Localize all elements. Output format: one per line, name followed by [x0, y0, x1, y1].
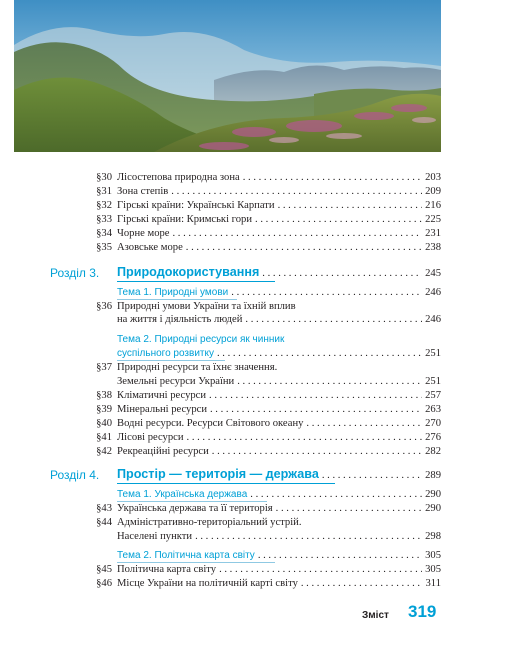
entry-title: Водні ресурси. Ресурси Світового океану [117, 418, 304, 429]
entry-page: 270 [425, 418, 441, 429]
topic-page: 290 [425, 489, 441, 500]
topic-heading[interactable] [117, 488, 441, 501]
entry-title: Мінеральні ресурси [117, 404, 207, 415]
entry-page: 231 [425, 228, 441, 239]
toc-entry[interactable] [117, 502, 441, 515]
entry-page: 246 [425, 314, 441, 325]
entry-page: 298 [425, 531, 441, 542]
entry-number: §33 [96, 214, 112, 225]
entry-title-line2: на життя і діяльність людей [117, 314, 243, 325]
entry-title-line1: Природні ресурси та їхнє значення. [117, 362, 278, 373]
entry-page: 203 [425, 172, 441, 183]
dot-leader [262, 266, 422, 281]
section-heading[interactable] [117, 467, 441, 483]
section-underline [117, 483, 335, 484]
entry-number: §41 [96, 432, 112, 443]
entry-number: §37 [96, 362, 112, 373]
topic-heading[interactable] [117, 549, 441, 562]
dot-leader [217, 347, 422, 360]
entry-page: 263 [425, 404, 441, 415]
topic-heading[interactable] [117, 347, 441, 360]
dot-leader [186, 241, 422, 254]
entry-title: Лісові ресурси [117, 432, 184, 443]
entry-page: 209 [425, 186, 441, 197]
toc-entry[interactable] [117, 171, 441, 184]
dot-leader [187, 431, 423, 444]
entry-title: Місце України на політичній карті світу [117, 578, 298, 589]
dot-leader [171, 185, 422, 198]
dot-leader [245, 313, 422, 326]
topic-heading[interactable] [117, 286, 441, 299]
toc-entry[interactable] [117, 185, 441, 198]
entry-title: Лісостепова природна зона [117, 172, 240, 183]
toc-entry[interactable] [117, 199, 441, 212]
dot-leader [322, 468, 422, 483]
dot-leader [237, 375, 422, 388]
dot-leader [212, 445, 422, 458]
entry-number: §35 [96, 242, 112, 253]
entry-page: 257 [425, 390, 441, 401]
toc-entry[interactable] [117, 403, 441, 416]
entry-number: §42 [96, 446, 112, 457]
entry-title: Українська держава та її територія [117, 503, 273, 514]
entry-number: §32 [96, 200, 112, 211]
toc-entry[interactable] [117, 389, 441, 402]
topic-title-line1: Тема 2. Природні ресурси як чинник [117, 334, 285, 345]
entry-title: Чорне море [117, 228, 170, 239]
entry-title-line1: Природні умови України та їхній вплив [117, 301, 296, 312]
toc-entry[interactable] [117, 313, 441, 326]
entry-title-line2: Земельні ресурси України [117, 376, 235, 387]
entry-number: §30 [96, 172, 112, 183]
dot-leader [306, 417, 422, 430]
entry-page: 311 [425, 578, 441, 589]
toc-entry[interactable] [117, 227, 441, 240]
toc-entry[interactable] [117, 241, 441, 254]
entry-title: Зона степів [117, 186, 169, 197]
entry-number: §40 [96, 418, 112, 429]
section-title: Простір — територія — держава [117, 467, 319, 481]
entry-page: 276 [425, 432, 441, 443]
section-label: Розділ 3. [50, 266, 100, 280]
section-title: Природокористування [117, 265, 260, 279]
toc-entry[interactable] [117, 375, 441, 388]
dot-leader [210, 403, 422, 416]
dot-leader [301, 577, 423, 590]
entry-title: Рекреаційні ресурси [117, 446, 209, 457]
section-page: 245 [425, 268, 441, 279]
dot-leader [219, 563, 422, 576]
dot-leader [278, 199, 423, 212]
entry-page: 305 [425, 564, 441, 575]
entry-title: Кліматичні ресурси [117, 390, 207, 401]
toc-entry[interactable] [117, 563, 441, 576]
dot-leader [231, 286, 422, 299]
entry-page: 290 [425, 503, 441, 514]
topic-title: Тема 1. Природні умови [117, 287, 229, 298]
page-number: 319 [408, 602, 437, 621]
entry-number: §43 [96, 503, 112, 514]
entry-number: §36 [96, 301, 112, 312]
footer-label: Зміст [362, 610, 389, 621]
topic-page: 246 [425, 287, 441, 298]
entry-page: 251 [425, 376, 441, 387]
entry-number: §44 [96, 517, 112, 528]
entry-page: 238 [425, 242, 441, 253]
dot-leader [209, 389, 422, 402]
toc-entry[interactable] [117, 213, 441, 226]
dot-leader [173, 227, 423, 240]
toc-entry[interactable] [117, 577, 441, 590]
entry-number: §31 [96, 186, 112, 197]
dot-leader [250, 488, 422, 501]
dot-leader [276, 502, 422, 515]
entry-title: Гірські країни: Кримські гори [117, 214, 253, 225]
entry-title: Гірські країни: Українські Карпати [117, 200, 275, 211]
section-underline [117, 281, 275, 282]
dot-leader [243, 171, 422, 184]
entry-title-line2: Населені пункти [117, 531, 193, 542]
entry-title: Політична карта світу [117, 564, 217, 575]
toc-entry[interactable] [117, 417, 441, 430]
toc-entry[interactable] [117, 431, 441, 444]
dot-leader [195, 530, 422, 543]
entry-page: 282 [425, 446, 441, 457]
entry-title-line1: Адміністративно-територіальний устрій. [117, 517, 302, 528]
dot-leader [258, 549, 422, 562]
topic-title: Тема 1. Українська держава [117, 489, 248, 500]
entry-number: §39 [96, 404, 112, 415]
entry-number: §45 [96, 564, 112, 575]
topic-title: Тема 2. Політична карта світу [117, 550, 255, 561]
dot-leader [255, 213, 422, 226]
entry-number: §38 [96, 390, 112, 401]
section-page: 289 [425, 470, 441, 481]
toc-entry[interactable] [117, 445, 441, 458]
entry-number: §46 [96, 578, 112, 589]
topic-page: 305 [425, 550, 441, 561]
topic-page: 251 [425, 348, 441, 359]
entry-number: §34 [96, 228, 112, 239]
entry-title: Азовське море [117, 242, 183, 253]
toc-entry[interactable] [117, 530, 441, 543]
section-label: Розділ 4. [50, 468, 100, 482]
section-heading[interactable] [117, 265, 441, 281]
entry-page: 225 [425, 214, 441, 225]
topic-title-line2: суспільного розвитку [117, 348, 214, 359]
entry-page: 216 [425, 200, 441, 211]
